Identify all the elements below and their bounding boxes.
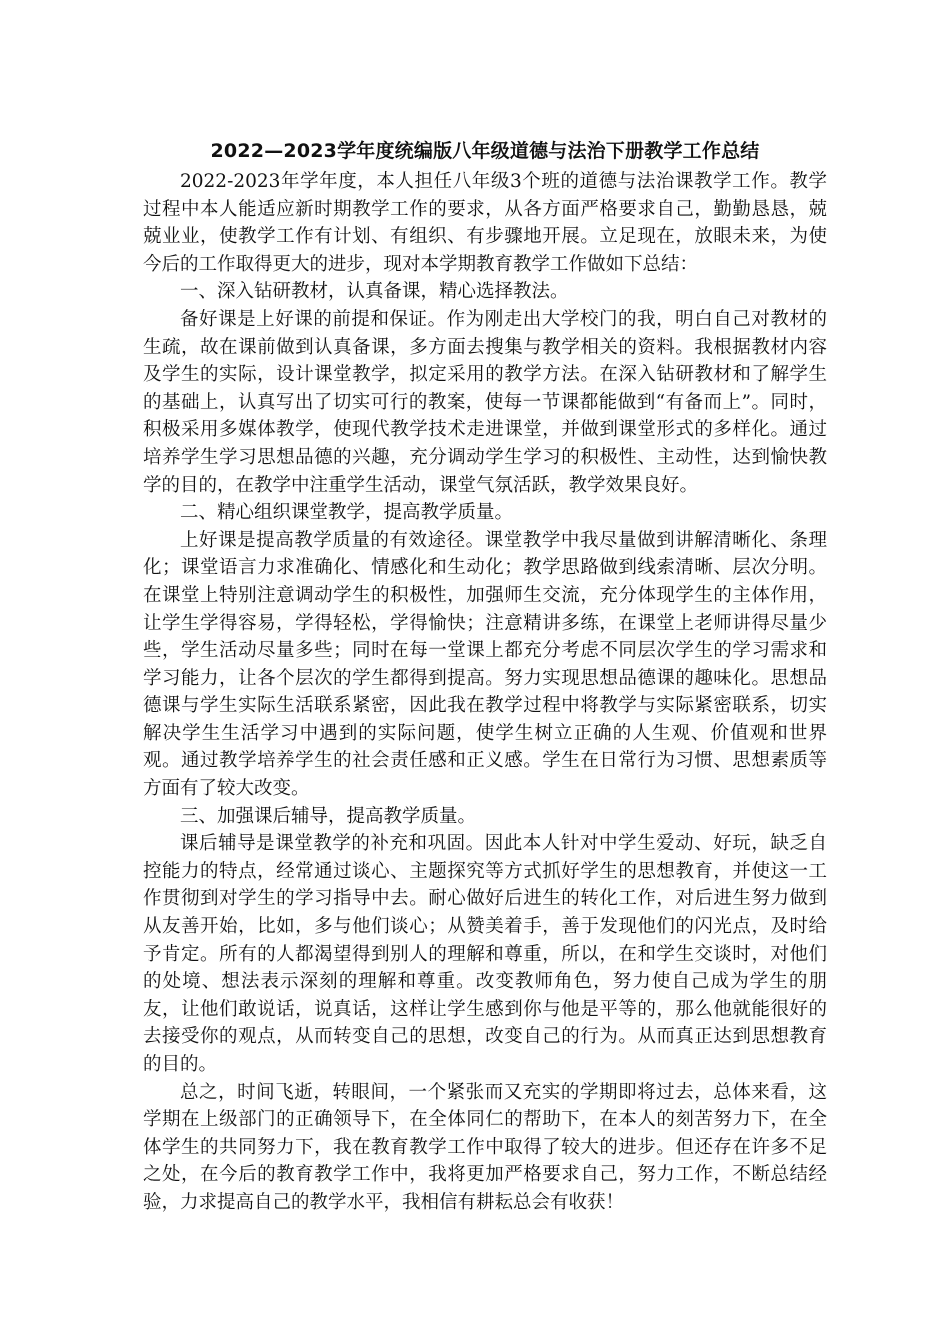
document-page — [143, 136, 827, 1217]
conclusion-paragraph: 总之，时间飞逝，转眼间，一个紧张而又充实的学期即将过去，总体来看，这学期在上级部门的正确领导下，在全体同仁的帮助下，在本人的刻苦努力下，在全体学生的共同努力下，我在教育教学工作中取得了较大的进步。但还存在许多不足之处，在今后的教育教学工作中，我将更加严格要求自己，努力工作，不断总结经验，力求提高自己的教学水平，我相信有耕耘总会有收获！ — [143, 1081, 827, 1213]
section-1-paragraph: 备好课是上好课的前提和保证。作为刚走出大学校门的我，明白自己对教材的生疏，故在课前做到认真备课，多方面去搜集与教学相关的资料。我根据教材内容及学生的实际，设计课堂教学，拟定采用的教学方法。在深入钻研教材和了解学生的基础上，认真写出了切实可行的教案，使每一节课都能做到“有备而上”。同时，积极采用多媒体教学，使现代教学技术走进课堂，并做到课堂形式的多样化。通过培养学生学习思想品德的兴趣，充分调动学生学习的积极性、主动性，达到愉快教学的目的，在教学中注重学生活动，课堂气氛活跃，教学效果良好。 — [143, 308, 827, 496]
document-title: 2022—2023学年度统编版八年级道德与法治下册教学工作总结 — [210, 140, 760, 162]
intro-paragraph: 2022-2023年学年度，本人担任八年级3个班的道德与法治课教学工作。教学过程中本人能适应新时期教学工作的要求，从各方面严格要求自己，勤勤恳恳，兢兢业业，使教学工作有计划、有组织、有步骤地开展。立足现在，放眼未来，为使今后的工作取得更大的进步，现对本学期教育教学工作做如下总结： — [143, 171, 827, 275]
section-3-paragraph: 课后辅导是课堂教学的补充和巩固。因此本人针对中学生爱动、好玩，缺乏自控能力的特点，经常通过谈心、主题探究等方式抓好学生的思想教育，并使这一工作贯彻到对学生的学习指导中去。耐心做好后进生的转化工作，对后进生努力做到从友善开始，比如，多与他们谈心；从赞美着手，善于发现他们的闪光点，及时给予肯定。所有的人都渴望得到别人的理解和尊重，所以，在和学生交谈时，对他们的处境、想法表示深刻的理解和尊重。改变教师角色，努力使自己成为学生的朋友，让他们敢说话，说真话，这样让学生感到你与他是平等的，那么他就能很好的去接受你的观点，从而转变自己的思想，改变自己的行为。从而真正达到思想教育的目的。 — [143, 833, 827, 1075]
section-2-paragraph: 上好课是提高教学质量的有效途径。课堂教学中我尽量做到讲解清晰化、条理化；课堂语言力求准确化、情感化和生动化；教学思路做到线索清晰、层次分明。在课堂上特别注意调动学生的积极性，加强师生交流，充分体现学生的主体作用，让学生学得容易，学得轻松，学得愉快；注意精讲多练，在课堂上老师讲得尽量少些，学生活动尽量多些；同时在每一堂课上都充分考虑不同层次学生的学习需求和学习能力，让各个层次的学生都得到提高。努力实现思想品德课的趣味化。思想品德课与学生实际生活联系紧密，因此我在教学过程中将教学与实际紧密联系，切实解决学生生活学习中遇到的实际问题，使学生树立正确的人生观、价值观和世界观。通过教学培养学生的社会责任感和正义感。学生在日常行为习惯、思想素质等方面有了较大改变。 — [143, 529, 827, 800]
section-1-heading: 一、深入钻研教材，认真备课，精心选择教法。 — [180, 281, 569, 303]
section-2-heading: 二、精心组织课堂教学，提高教学质量。 — [180, 502, 514, 524]
section-3-heading: 三、加强课后辅导，提高教学质量。 — [180, 805, 477, 827]
